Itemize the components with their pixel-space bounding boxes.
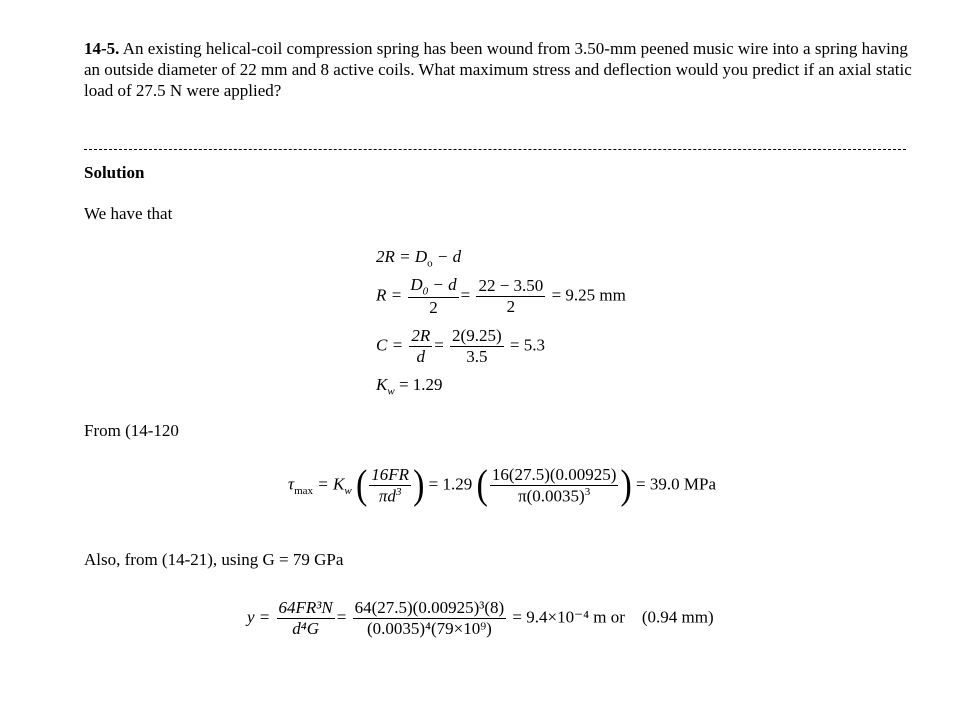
equation-c: C = $\frac{2R}{d}$ = $\frac{2(9.25)}{3.5}$ = 5.3 (376, 326, 545, 366)
problem-statement (84, 38, 924, 101)
from-reference-1: From (14-120 (84, 421, 179, 440)
dashed-divider (84, 149, 906, 150)
intro-text: We have that (84, 204, 173, 223)
equation-kw: $K_w = 1.29$ (376, 375, 443, 398)
equation-2r: $2R = D_o - d$ (376, 247, 462, 270)
problem-text: An existing helical-coil compression spring has been wound from 3.50-mm peened music wire into a spring having an outside diameter of 22 mm and 8 active coils. What maximum stress and deflection would you predict if an axial static load of 27.5 N were applied? (84, 39, 912, 100)
equation-r: R = $\frac{D_0 - d}{2}$ = $\frac{22 - 3.50}{2}$ = 9.25 mm (376, 275, 626, 318)
solution-heading: Solution (84, 163, 145, 182)
problem-number: 14-5. (84, 39, 120, 58)
equation-deflection: y = $\frac{\text{64FR³N}}{\text{d⁴G}}$ = $\frac{\text{64(27.5)(0.00925)³(8)}}{\text{(0.0035)⁴(79×10⁹)}}$ = 9.4×10⁻⁴ m or (0.94 mm) (247, 598, 714, 638)
equation-tau-max: $\tau_{max} = K_w$ ( $\frac{16FR}{\pi d^3}$ ) = 1.29 ( $\frac{16(27.5)(0.00925)}{\pi(0.0035)^3}$ ) = 39.0 MPa (288, 463, 716, 508)
also-reference: Also, from (14-21), using G = 79 GPa (84, 550, 344, 569)
